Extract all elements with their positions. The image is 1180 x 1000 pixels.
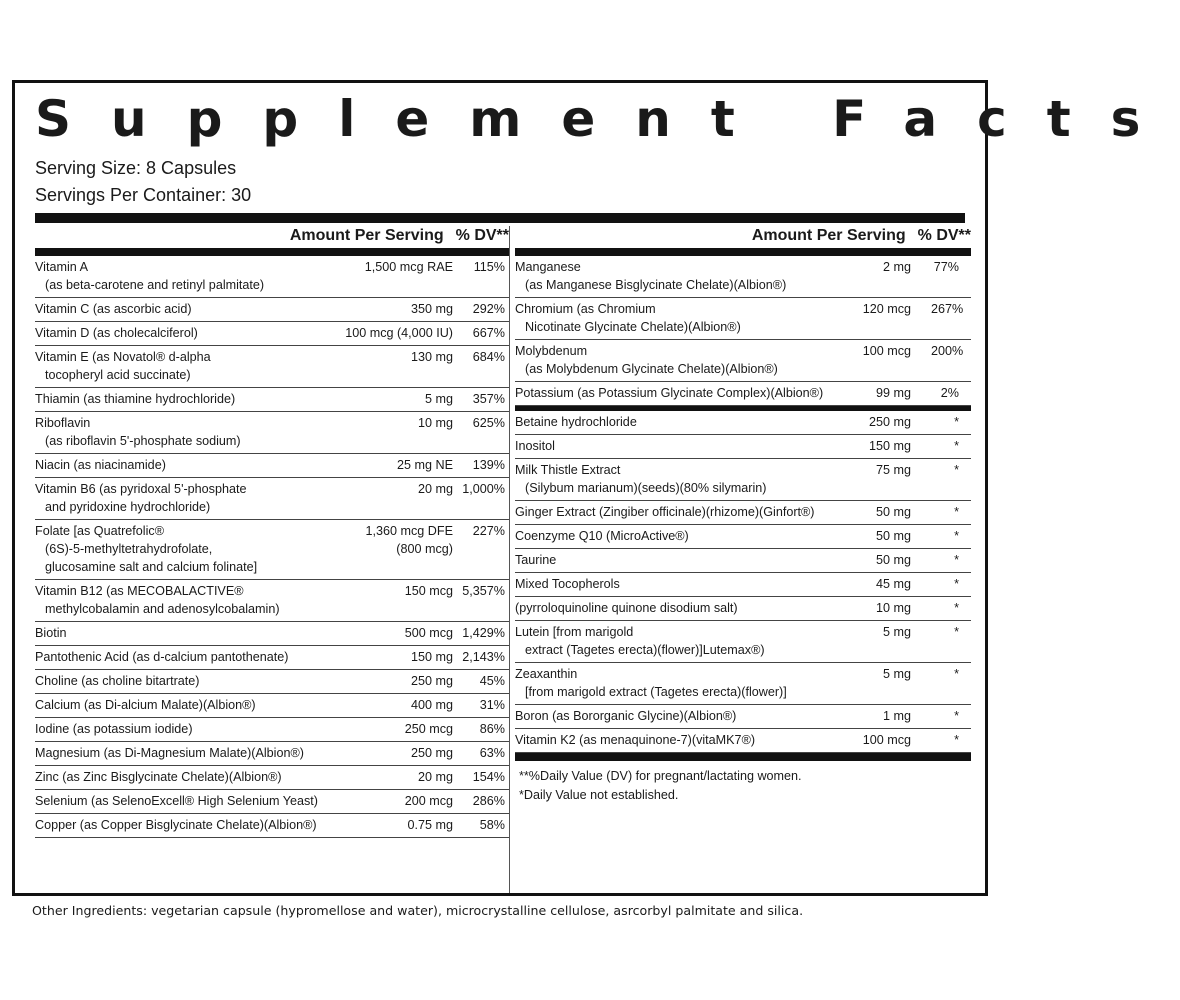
nutrient-row <box>515 573 971 597</box>
nutrient-name-line: Milk Thistle Extract <box>515 463 621 477</box>
nutrient-amount-line: 0.75 mg <box>407 818 453 832</box>
nutrient-dv: * <box>954 439 959 453</box>
right-column-header <box>515 223 971 248</box>
nutrient-amount-line: 250 mg <box>410 746 453 760</box>
nutrient-name-line: tocopheryl acid succinate) <box>45 368 191 382</box>
nutrient-name <box>515 665 815 701</box>
nutrient-name-line: and pyridoxine hydrochloride) <box>45 500 211 514</box>
nutrient-row <box>35 322 509 346</box>
nutrient-row <box>515 340 971 382</box>
nutrient-dv: 625% <box>472 416 505 430</box>
nutrient-row <box>515 298 971 340</box>
nutrient-dv: 2,143% <box>462 650 505 664</box>
nutrient-name-line: Molybdenum <box>515 344 588 358</box>
header-dv: % DV** <box>455 227 509 244</box>
header-amount-per-serving: Amount Per Serving <box>289 227 444 244</box>
nutrient-amount-line: 100 mcg <box>862 344 911 358</box>
nutrient-amount-line: 250 mcg <box>404 722 453 736</box>
nutrient-name-line: Copper (as Copper Bisglycinate Chelate)(Albion®) <box>35 818 317 832</box>
nutrient-name <box>35 522 297 576</box>
nutrient-name-line: Taurine <box>515 553 557 567</box>
nutrient-amount-line: 1 mg <box>883 709 911 723</box>
nutrient-amount-line: 400 mg <box>410 698 453 712</box>
nutrient-amount <box>876 503 911 521</box>
nutrient-row <box>35 622 509 646</box>
nutrient-amount <box>883 623 911 641</box>
nutrient-dv: 63% <box>479 746 505 760</box>
column-divider <box>509 226 510 893</box>
nutrient-dv: 227% <box>472 524 505 538</box>
nutrient-name <box>515 300 815 336</box>
nutrient-name-line: Zinc (as Zinc Bisglycinate Chelate)(Albion®) <box>35 770 282 784</box>
nutrient-name <box>35 582 297 618</box>
nutrient-dv: 58% <box>479 818 505 832</box>
nutrient-name-line: Calcium (as Di-alcium Malate)(Albion®) <box>35 698 256 712</box>
nutrient-amount-line: 10 mg <box>417 416 453 430</box>
nutrient-row <box>35 670 509 694</box>
nutrient-amount <box>425 390 453 408</box>
nutrient-name-line: (as Manganese Bisglycinate Chelate)(Albion®) <box>525 278 787 292</box>
nutrient-name <box>515 258 815 294</box>
nutrient-name <box>515 413 815 431</box>
nutrient-name-line: methylcobalamin and adenosylcobalamin) <box>45 602 280 616</box>
nutrient-row <box>515 597 971 621</box>
nutrient-name <box>515 437 815 455</box>
nutrient-name <box>35 792 318 810</box>
nutrient-dv: 86% <box>479 722 505 736</box>
nutrient-amount <box>366 522 454 558</box>
header-amount-per-serving: Amount Per Serving <box>751 227 906 244</box>
nutrient-name <box>515 707 815 725</box>
nutrient-name-line: Riboflavin <box>35 416 91 430</box>
nutrient-amount-line: 1,500 mcg RAE <box>364 260 453 274</box>
nutrient-row <box>35 454 509 478</box>
nutrient-name <box>515 551 815 569</box>
left-nutrient-list <box>35 256 509 838</box>
nutrient-amount <box>345 324 453 342</box>
nutrient-name-line: Ginger Extract (Zingiber officinale)(rhizome)(Ginfort®) <box>515 505 815 519</box>
nutrient-name <box>35 300 297 318</box>
nutrient-dv: 200% <box>931 344 964 358</box>
nutrient-amount <box>365 258 453 276</box>
nutrient-amount-line: 10 mg <box>875 601 911 615</box>
nutrient-amount <box>863 342 911 360</box>
nutrient-name <box>515 503 815 521</box>
nutrient-name-line: Vitamin D (as cholecalciferol) <box>35 326 198 340</box>
nutrient-name-line: (6S)-5-methyltetrahydrofolate, <box>45 542 213 556</box>
nutrient-amount-line: 100 mcg <box>862 733 911 747</box>
nutrient-amount-line: 2 mg <box>883 260 911 274</box>
nutrient-name-line: Vitamin C (as ascorbic acid) <box>35 302 192 316</box>
nutrient-name-line: (pyrroloquinoline quinone disodium salt) <box>515 601 738 615</box>
nutrient-name-line: Vitamin B6 (as pyridoxal 5'-phosphate <box>35 482 247 496</box>
nutrient-name-line: Potassium (as Potassium Glycinate Complex)(Albion®) <box>515 386 824 400</box>
left-column <box>35 223 509 893</box>
nutrient-name <box>35 672 297 690</box>
nutrient-name-line: Inositol <box>515 439 555 453</box>
nutrient-amount <box>863 731 911 749</box>
nutrient-dv: * <box>954 601 959 615</box>
nutrient-row <box>515 459 971 501</box>
nutrient-amount <box>411 300 453 318</box>
nutrient-amount <box>883 707 911 725</box>
nutrient-amount-line: 100 mcg (4,000 IU) <box>345 326 453 340</box>
serving-size: Serving Size: 8 Capsules <box>35 158 237 178</box>
nutrient-name <box>515 575 815 593</box>
other-ingredient-list <box>515 411 971 753</box>
nutrient-dv: 139% <box>472 458 505 472</box>
nutrient-dv: 267% <box>931 302 964 316</box>
nutrient-dv: 667% <box>472 326 505 340</box>
nutrient-name <box>35 258 297 294</box>
nutrient-name <box>35 696 297 714</box>
nutrient-amount-line: 5 mg <box>425 392 453 406</box>
nutrient-amount <box>863 300 911 318</box>
nutrient-name <box>515 527 815 545</box>
nutrient-amount <box>876 599 911 617</box>
nutrient-name-line: Biotin <box>35 626 67 640</box>
nutrient-amount-line: 50 mg <box>875 505 911 519</box>
nutrient-row <box>515 435 971 459</box>
nutrient-amount <box>407 816 453 834</box>
nutrient-row <box>35 388 509 412</box>
nutrient-amount-line: 25 mg NE <box>397 458 453 472</box>
nutrient-amount-line: 150 mcg <box>404 584 453 598</box>
nutrient-dv: 5,357% <box>462 584 505 598</box>
nutrient-name-line: glucosamine salt and calcium folinate] <box>45 560 258 574</box>
nutrient-row <box>35 478 509 520</box>
left-column-header <box>35 223 509 248</box>
nutrient-row <box>35 694 509 718</box>
nutrient-name <box>515 623 815 659</box>
nutrient-amount <box>411 696 453 714</box>
nutrient-amount <box>883 665 911 683</box>
nutrient-amount-line: 1,360 mcg DFE <box>365 524 453 538</box>
nutrient-name <box>35 648 297 666</box>
nutrient-row <box>515 729 971 753</box>
top-thick-rule <box>35 213 965 223</box>
nutrient-amount <box>869 413 911 431</box>
nutrient-name-line: Chromium (as Chromium <box>515 302 656 316</box>
nutrient-amount-line: 50 mg <box>875 553 911 567</box>
nutrient-amount-line: 5 mg <box>883 625 911 639</box>
header-dv: % DV** <box>917 227 971 244</box>
nutrient-name <box>35 816 317 834</box>
nutrient-dv: 115% <box>473 260 505 274</box>
nutrient-name <box>35 624 297 642</box>
nutrient-amount-line: 250 mg <box>410 674 453 688</box>
end-thick-rule <box>515 753 971 761</box>
nutrient-amount-line: 200 mcg <box>404 794 453 808</box>
nutrient-amount-line: 150 mg <box>410 650 453 664</box>
nutrient-row <box>35 346 509 388</box>
nutrient-name <box>515 342 815 378</box>
nutrient-name-line: (as beta-carotene and retinyl palmitate) <box>45 278 265 292</box>
nutrient-dv: 1,000% <box>462 482 505 496</box>
nutrient-name-line: Lutein [from marigold <box>515 625 634 639</box>
nutrient-amount <box>876 551 911 569</box>
nutrient-row <box>35 790 509 814</box>
nutrient-dv: * <box>954 463 959 477</box>
nutrient-amount <box>883 258 911 276</box>
nutrient-row <box>35 814 509 838</box>
nutrient-dv: 2% <box>940 386 959 400</box>
right-column <box>515 223 971 893</box>
nutrient-amount-line: 500 mcg <box>404 626 453 640</box>
nutrient-dv: * <box>954 625 959 639</box>
nutrient-amount-line: 120 mcg <box>862 302 911 316</box>
nutrient-name <box>515 599 815 617</box>
nutrient-name-line: (Silybum marianum)(seeds)(80% silymarin) <box>525 481 767 495</box>
nutrient-name-line: Vitamin K2 (as menaquinone-7)(vitaMK7®) <box>515 733 756 747</box>
nutrient-amount <box>876 384 911 402</box>
nutrient-name <box>515 384 824 402</box>
nutrient-row <box>35 520 509 580</box>
nutrient-name <box>35 768 297 786</box>
nutrient-name-line: Selenium (as SelenoExcell® High Selenium Yeast) <box>35 794 318 808</box>
nutrient-amount <box>869 437 911 455</box>
nutrient-name-line: Betaine hydrochloride <box>515 415 637 429</box>
nutrient-dv: 292% <box>472 302 505 316</box>
servings-per-container: Servings Per Container: 30 <box>35 185 252 205</box>
nutrient-name-line: Coenzyme Q10 (MicroActive®) <box>515 529 689 543</box>
nutrient-amount-line: 350 mg <box>410 302 453 316</box>
nutrient-row <box>35 646 509 670</box>
nutrient-row <box>35 412 509 454</box>
nutrient-amount <box>405 792 453 810</box>
nutrient-row <box>35 742 509 766</box>
nutrient-amount-line: (800 mcg) <box>396 542 453 556</box>
nutrient-row <box>515 621 971 663</box>
nutrient-row <box>515 501 971 525</box>
nutrient-name-line: Choline (as choline bitartrate) <box>35 674 200 688</box>
left-header-rule <box>35 248 509 256</box>
nutrient-name <box>35 390 297 408</box>
nutrient-amount <box>411 648 453 666</box>
nutrient-name-line: Boron (as Bororganic Glycine)(Albion®) <box>515 709 737 723</box>
nutrient-name <box>515 461 815 497</box>
nutrient-name-line: Zeaxanthin <box>515 667 578 681</box>
nutrient-name-line: (as riboflavin 5'-phosphate sodium) <box>45 434 241 448</box>
nutrient-amount-line: 75 mg <box>875 463 911 477</box>
nutrient-dv: 77% <box>933 260 959 274</box>
nutrient-dv: 45% <box>479 674 505 688</box>
nutrient-amount-line: 250 mg <box>868 415 911 429</box>
nutrient-name <box>35 414 297 450</box>
nutrient-dv: 286% <box>472 794 505 808</box>
nutrient-name <box>35 720 297 738</box>
nutrient-name-line: Manganese <box>515 260 581 274</box>
nutrient-row <box>515 705 971 729</box>
nutrient-amount <box>418 414 453 432</box>
nutrient-amount <box>405 624 453 642</box>
nutrient-name <box>35 456 297 474</box>
nutrient-dv: * <box>954 733 959 747</box>
nutrient-name-line: Vitamin B12 (as MECOBALACTIVE® <box>35 584 244 598</box>
nutrient-dv: 1,429% <box>462 626 505 640</box>
nutrient-row <box>35 256 509 298</box>
nutrient-name-line: Vitamin A <box>35 260 88 274</box>
nutrient-name-line: (as Molybdenum Glycinate Chelate)(Albion®) <box>525 362 778 376</box>
nutrient-name <box>35 744 304 762</box>
nutrient-name-line: Iodine (as potassium iodide) <box>35 722 193 736</box>
nutrient-amount <box>411 744 453 762</box>
nutrient-dv: * <box>954 505 959 519</box>
nutrient-dv: * <box>954 709 959 723</box>
nutrient-amount-line: 50 mg <box>875 529 911 543</box>
nutrient-row <box>35 298 509 322</box>
nutrient-row <box>515 411 971 435</box>
nutrient-amount-line: 45 mg <box>875 577 911 591</box>
other-ingredients: Other Ingredients: vegetarian capsule (hypromellose and water), microcrystalline cellulose, asrcorbyl palmitate and silica. <box>32 903 804 918</box>
nutrient-dv: 154% <box>472 770 505 784</box>
nutrient-dv: * <box>954 529 959 543</box>
nutrient-row <box>515 549 971 573</box>
nutrient-dv: * <box>954 667 959 681</box>
nutrient-amount <box>397 456 453 474</box>
nutrient-amount <box>405 582 453 600</box>
nutrient-name-line: Folate [as Quatrefolic® <box>35 524 164 538</box>
nutrient-row <box>515 663 971 705</box>
nutrient-dv: 357% <box>472 392 505 406</box>
nutrient-dv: * <box>954 577 959 591</box>
supplement-facts-panel <box>12 80 1180 896</box>
nutrient-amount <box>876 461 911 479</box>
nutrient-amount <box>418 768 453 786</box>
nutrient-name-line: Nicotinate Glycinate Chelate)(Albion®) <box>525 320 741 334</box>
nutrient-amount <box>405 720 453 738</box>
nutrient-row <box>515 256 971 298</box>
nutrient-amount-line: 5 mg <box>883 667 911 681</box>
nutrient-name <box>35 324 297 342</box>
nutrient-row <box>515 382 971 406</box>
footnotes <box>515 761 971 805</box>
nutrient-name <box>515 731 815 749</box>
nutrient-name-line: [from marigold extract (Tagetes erecta)(flower)] <box>525 685 787 699</box>
nutrient-dv: 684% <box>472 350 505 364</box>
nutrient-name-line: Pantothenic Acid (as d-calcium pantothenate) <box>35 650 289 664</box>
right-header-rule <box>515 248 971 256</box>
serving-info <box>35 155 251 209</box>
nutrient-amount <box>876 575 911 593</box>
nutrient-amount-line: 20 mg <box>417 770 453 784</box>
nutrient-row <box>35 580 509 622</box>
nutrient-row <box>35 718 509 742</box>
nutrient-dv: * <box>954 415 959 429</box>
nutrient-dv: * <box>954 553 959 567</box>
nutrient-name-line: Niacin (as niacinamide) <box>35 458 166 472</box>
nutrient-amount-line: 20 mg <box>417 482 453 496</box>
nutrient-name <box>35 480 297 516</box>
nutrient-amount-line: 99 mg <box>875 386 911 400</box>
nutrient-amount-line: 150 mg <box>868 439 911 453</box>
nutrient-dv: 31% <box>479 698 505 712</box>
nutrient-amount <box>411 348 453 366</box>
panel-title: Supplement Facts <box>35 90 1180 148</box>
nutrient-name-line: Thiamin (as thiamine hydrochloride) <box>35 392 236 406</box>
nutrient-row <box>515 525 971 549</box>
mineral-list <box>515 256 971 406</box>
nutrient-name-line: Magnesium (as Di-Magnesium Malate)(Albion®) <box>35 746 304 760</box>
nutrient-row <box>35 766 509 790</box>
nutrient-name <box>35 348 297 384</box>
nutrient-amount-line: 130 mg <box>410 350 453 364</box>
nutrient-amount <box>876 527 911 545</box>
nutrient-name-line: extract (Tagetes erecta)(flower)]Lutemax®) <box>525 643 765 657</box>
nutrient-name-line: Vitamin E (as Novatol® d-alpha <box>35 350 211 364</box>
footnote-dv-not-established: *Daily Value not established. <box>519 788 679 802</box>
nutrient-amount <box>411 672 453 690</box>
footnote-dv-pregnant: **%Daily Value (DV) for pregnant/lactating women. <box>519 769 802 783</box>
nutrient-name-line: Mixed Tocopherols <box>515 577 620 591</box>
nutrient-amount <box>418 480 453 498</box>
